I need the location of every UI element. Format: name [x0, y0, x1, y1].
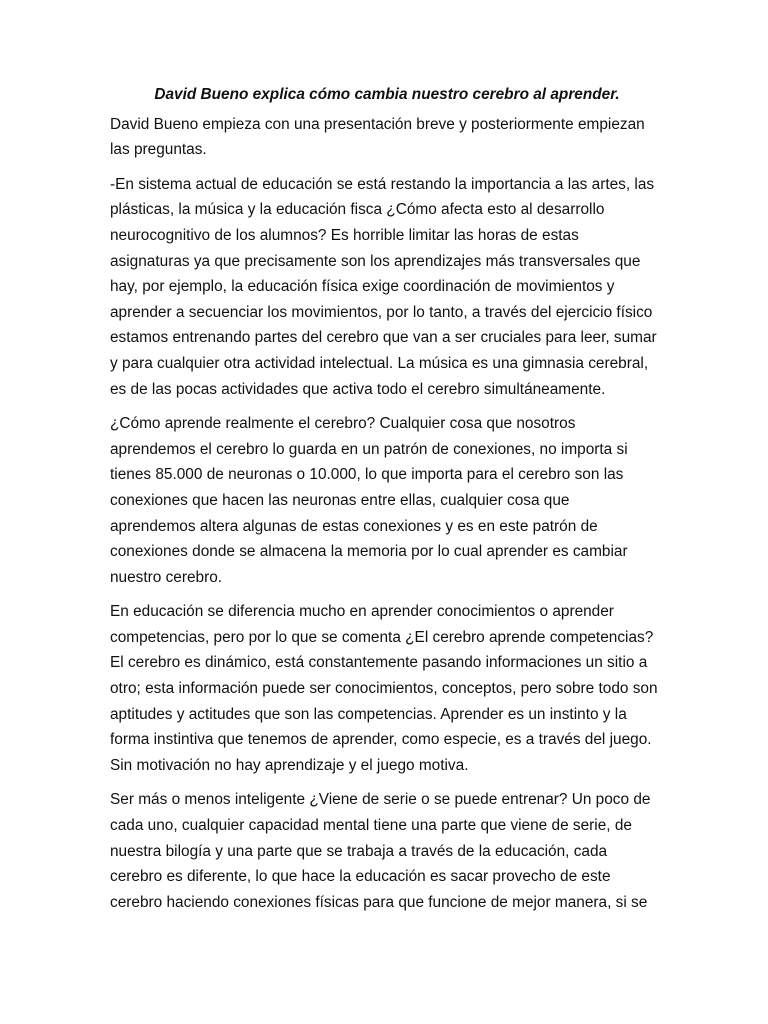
paragraph-arts-education: -En sistema actual de educación se está restando la importancia a las artes, las plásticas, la música y la educación fisca ¿Cómo afecta esto al desarrollo neurocognitivo de los alumnos? Es horrible limitar las horas de estas asignaturas ya que precisamente son los aprendizajes más transversales que hay, por ejemplo, la educación física exige coordinación de movimientos y aprender a secuenciar los movimientos, por lo tanto, a través del ejercicio físico estamos entrenando partes del cerebro que van a ser cruciales para leer, sumar y para cualquier otra actividad intelectual. La música es una gimnasia cerebral, es de las pocas actividades que activa todo el cerebro simultáneamente. — [110, 175, 657, 398]
paragraph-competencies: En educación se diferencia mucho en aprender conocimientos o aprender competencias, pero por lo que se comenta ¿El cerebro aprende competencias? El cerebro es dinámico, está constantemente pasando informaciones un sitio a otro; esta información puede ser conocimientos, conceptos, pero sobre todo son aptitudes y actitudes que son las competencias. Aprender es un instinto y la forma instintiva que tenemos de aprender, como especie, es a través del juego. Sin motivación no hay aprendizaje y el juego motiva. — [110, 603, 658, 774]
document-body — [110, 82, 658, 924]
paragraph-intelligence: Ser más o menos inteligente ¿Viene de serie o se puede entrenar? Un poco de cada uno, cualquier capacidad mental tiene una parte que viene de serie, de nuestra bilogía y una parte que se trabaja a través de la educación, cada cerebro es diferente, lo que hace la educación es sacar provecho de este cerebro haciendo conexiones físicas para que funcione de mejor manera, si se — [110, 791, 651, 911]
paragraph-intro: David Bueno empieza con una presentación breve y posteriormente empiezan las preguntas. — [110, 115, 645, 159]
document-title: David Bueno explica cómo cambia nuestro cerebro al aprender. — [154, 86, 620, 103]
paragraph-how-brain-learns: ¿Cómo aprende realmente el cerebro? Cualquier cosa que nosotros aprendemos el cerebro lo guarda en un patrón de conexiones, no importa si tienes 85.000 de neuronas o 10.000, lo que importa para el cerebro son las conexiones que hacen las neuronas entre ellas, cualquier cosa que aprendemos altera algunas de estas conexiones y es en este patrón de conexiones donde se almacena la memoria por lo cual aprender es cambiar nuestro cerebro. — [110, 415, 628, 586]
